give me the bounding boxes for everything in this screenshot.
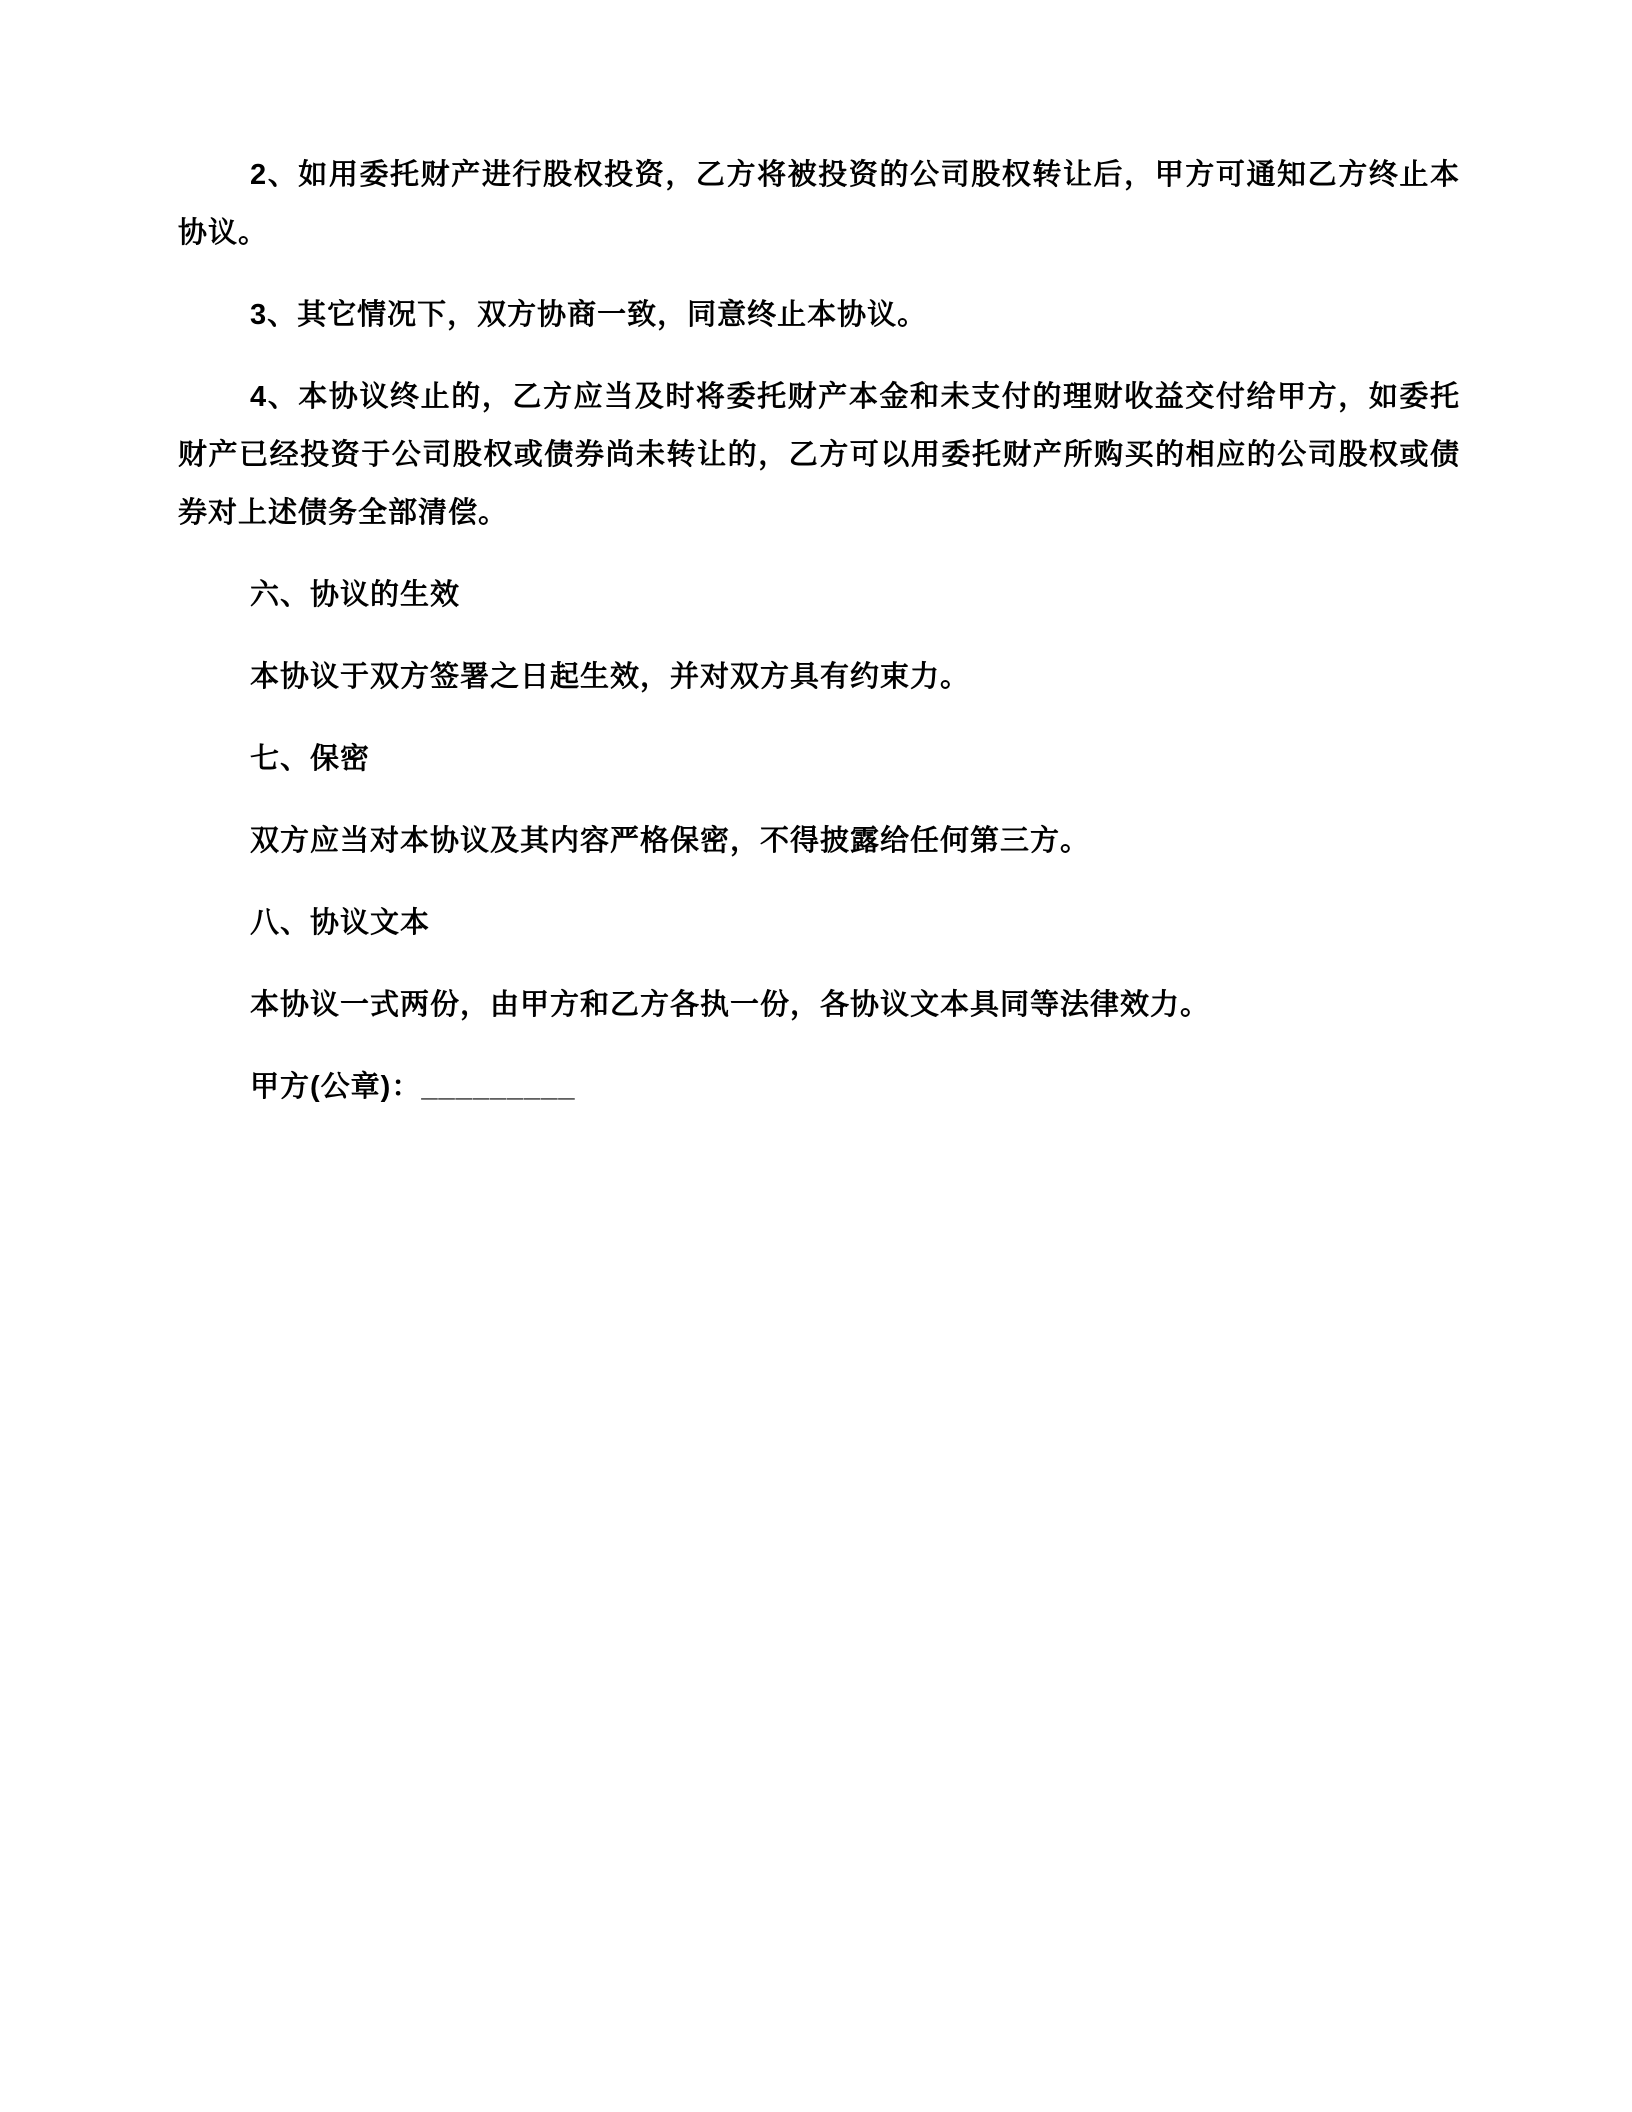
- section-heading-7: 七、保密: [250, 743, 371, 775]
- document-body: [178, 146, 1460, 1116]
- paragraph-clause-3: 3、其它情况下，双方协商一致，同意终止本协议。: [250, 299, 928, 331]
- paragraph-clause-2: 2、如用委托财产进行股权投资，乙方将被投资的公司股权转让后，甲方可通知乙方终止本协议。: [178, 159, 1460, 249]
- paragraph-clause-4: 4、本协议终止的，乙方应当及时将委托财产本金和未支付的理财收益交付给甲方，如委托财产已经投资于公司股权或债券尚未转让的，乙方可以用委托财产所购买的相应的公司股权或债券对上述债务全部清偿。: [178, 381, 1460, 529]
- section-heading-8: 八、协议文本: [250, 907, 431, 939]
- paragraph-section-7-body: 双方应当对本协议及其内容严格保密，不得披露给任何第三方。: [250, 825, 1091, 857]
- paragraph-section-6-body: 本协议于双方签署之日起生效，并对双方具有约束力。: [250, 661, 971, 693]
- paragraph-section-8-body: 本协议一式两份，由甲方和乙方各执一份，各协议文本具同等法律效力。: [250, 989, 1211, 1021]
- signature-party-a: 甲方(公章)：_________: [250, 1071, 576, 1103]
- section-heading-6: 六、协议的生效: [250, 579, 461, 611]
